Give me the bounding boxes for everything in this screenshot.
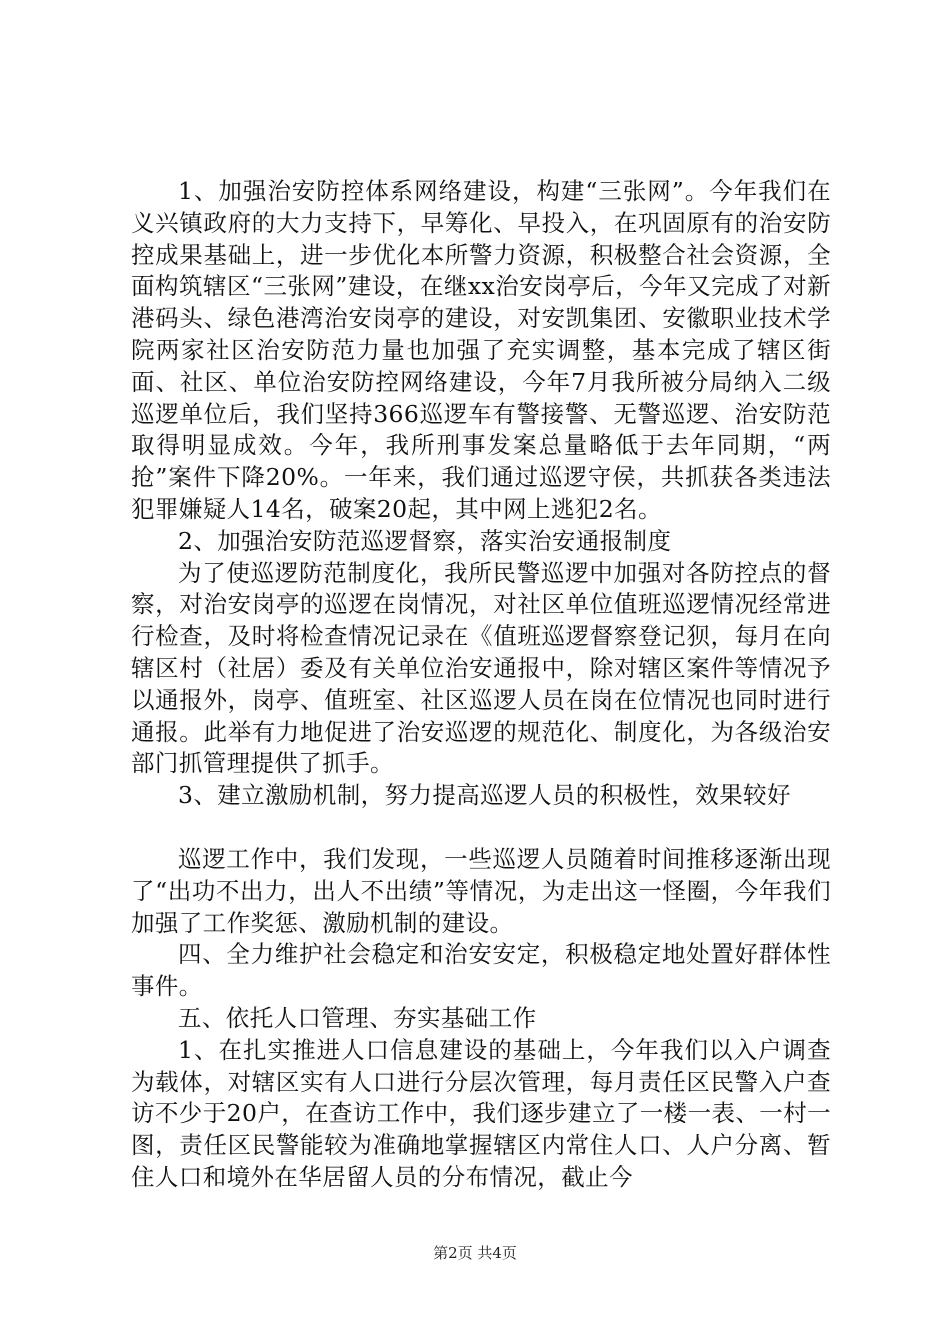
paragraph-patrol-supervision: 为了使巡逻防范制度化，我所民警巡逻中加强对各防控点的督察，对治安岗亭的巡逻在岗情况，对社区单位值班巡逻情况经常进行检查，及时将检查情况记录在《值班巡逻督察登记狈，每月在向辖区村（社居）委及有关单位治安通报中，除对辖区案件等情况予以通报外，岗亭、值班室、社区巡逻人员在岗在位情况也同时进行通报。此举有力地促进了治安巡逻的规范化、制度化，为各级治安部门抓管理提供了抓手。 (131, 558, 831, 778)
paragraph-population-management: 1、在扎实推进人口信息建设的基础上，今年我们以入户调查为载体，对辖区实有人口进行分层次管理，每月责任区民警入户查访不少于20户，在查访工作中，我们逐步建立了一楼一表、一村一图，责任区民警能较为准确地掌握辖区内常住人口、人户分离、暂住人口和境外在华居留人员的分布情况，截止今 (131, 1035, 831, 1191)
heading-patrol-supervision: 2、加强治安防范巡逻督察，落实治安通报制度 (178, 526, 672, 555)
document-body (131, 176, 831, 1194)
page-footer: 第2页 共4页 (433, 1244, 517, 1262)
paragraph-security-network: 1、加强治安防控体系网络建设，构建“三张网”。今年我们在义兴镇政府的大力支持下，早筹化、早投入，在巩固原有的治安防控成果基础上，进一步优化本所警力资源，积极整合社会资源，全面构筑辖区“三张网”建设，在继xx治安岗亭后，今年又完成了对新港码头、绿色港湾治安岗亭的建设，对安凯集团、安徽职业技术学院两家社区治安防范力量也加强了充实调整，基本完成了辖区街面、社区、单位治安防控网络建设，今年7月我所被分局纳入二级巡逻单位后，我们坚持366巡逻车有警接警、无警巡逻、治安防范取得明显成效。今年，我所刑事发案总量略低于去年同期，“两抢”案件下降20%。一年来，我们通过巡逻守侯，共抓获各类违法犯罪嫌疑人14名，破案20起，其中网上逃犯2名。 (131, 177, 831, 523)
paragraph-incentive-mechanism: 巡逻工作中，我们发现，一些巡逻人员随着时间推移逐渐出现了“出功不出力，出人不出绩”等情况，为走出这一怪圈，今年我们加强了工作奖惩、激励机制的建设。 (131, 844, 831, 937)
heading-incentive-mechanism: 3、建立激励机制，努力提高巡逻人员的积极性，效果较好 (178, 781, 791, 810)
heading-social-stability: 四、全力维护社会稳定和治安安定，积极稳定地处置好群体性事件。 (131, 940, 831, 1001)
paragraph-spacer (131, 812, 831, 844)
heading-population-management: 五、依托人口管理、夯实基础工作 (178, 1003, 537, 1032)
